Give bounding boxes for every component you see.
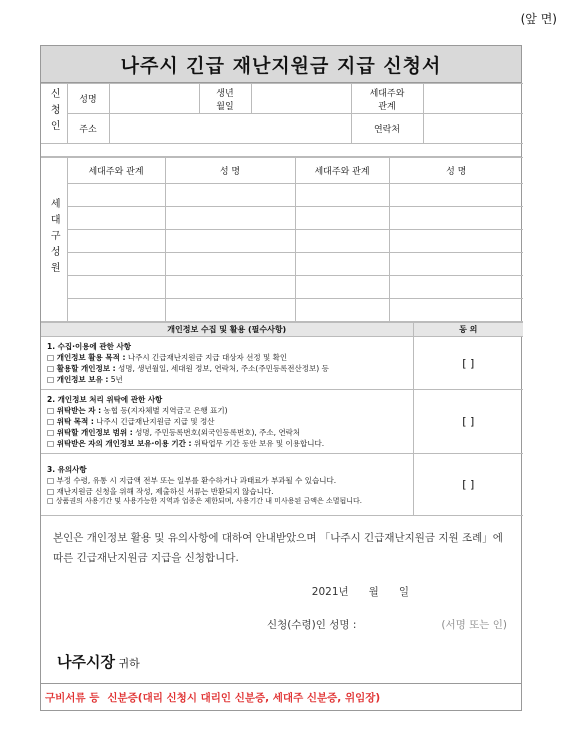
application-date[interactable]: 2021년 월 일 [311,586,409,598]
contact-field[interactable] [423,114,523,144]
household-cell[interactable] [165,253,295,276]
privacy-section-collection: 1. 수집·이용에 관한 사항 □ 개인정보 활용 목적 : 나주시 긴급재난지원금 지급 대상자 선정 및 확인 □ 활용할 개인정보 : 성명, 생년월일, 세대원 정보, 연락처, 주소(주민등록전산정보) 등 □ 개인정보 보유 : 5년 [41,337,413,390]
signature-label: 신청(수령)인 성명 : [267,619,357,631]
signature-placeholder[interactable]: (서명 또는 인) [441,619,507,631]
household-cell[interactable] [67,299,165,322]
declaration-text: 본인은 개인정보 활용 및 유의사항에 대하여 안내받았으며 「나주시 긴급재난지원금 지원 조례」에 따른 긴급재난지원금 지급을 신청합니다. [53,532,503,564]
household-cell[interactable] [165,230,295,253]
privacy-section-notice: 3. 유의사항 □ 부정 수령, 유통 시 지급액 전부 또는 일부를 환수하거나 과태료가 부과될 수 있습니다. □ 재난지원금 신청을 위해 작성, 제출하신 서류는 반환되지 않습니다. □ 상품권의 사용기간 및 사용가능한 지역과 업종은 제한되며, 사용기간 내 미사용된 금액은 소멸됩니다. [41,454,413,516]
applicant-section-label: 신청인 [41,84,67,144]
household-cell[interactable] [389,276,523,299]
name-field[interactable] [109,84,199,114]
consent-checkbox-collection[interactable]: [ ] [413,337,523,390]
household-row [41,276,523,299]
form-title: 나주시 긴급 재난지원금 지급 신청서 [41,46,521,83]
relation-label: 세대주와 관계 [351,84,423,114]
household-cell[interactable] [389,253,523,276]
household-cell[interactable] [67,230,165,253]
household-cell[interactable] [67,207,165,230]
contact-label: 연락처 [351,114,423,144]
household-cell[interactable] [165,184,295,207]
birth-label: 생년 월일 [199,84,251,114]
household-table [41,157,523,322]
required-documents [41,683,521,710]
household-row [41,184,523,207]
application-form [40,45,522,711]
page-side-label: (앞 면) [520,12,557,26]
birth-field[interactable] [251,84,351,114]
household-cell[interactable] [389,207,523,230]
household-header-relation: 세대주와 관계 [295,158,389,184]
consent-checkbox-notice[interactable]: [ ] [413,454,523,516]
name-label: 성명 [67,84,109,114]
household-cell[interactable] [389,184,523,207]
required-documents-text: 신분증(대리 신청시 대리인 신분증, 세대주 신분증, 위임장) [107,691,381,704]
addressee: 나주시장 귀하 [57,653,140,671]
household-cell[interactable] [295,184,389,207]
household-cell[interactable] [295,230,389,253]
household-row [41,230,523,253]
applicant-table [41,83,523,144]
household-cell[interactable] [67,276,165,299]
required-documents-label: 구비서류 등 [45,691,100,704]
consent-header: 동 의 [413,323,523,337]
household-cell[interactable] [165,207,295,230]
household-cell[interactable] [295,207,389,230]
household-header-name: 성 명 [165,158,295,184]
consent-checkbox-delegation[interactable]: [ ] [413,390,523,454]
household-cell[interactable] [389,230,523,253]
privacy-section-delegation: 2. 개인정보 처리 위탁에 관한 사항 □ 위탁받는 자 : 농협 등(지자체별 지역금고 은행 표기) □ 위탁 목적 : 나주시 긴급재난지원금 지급 및 정산 □ 위탁할 개인정보 범위 : 성명, 주민등록번호(외국인등록번호), 주소, 연락처 □ 위탁받은 자의 개인정보 보유·이용 기간 : 위탁업무 기간 동안 보유 및 이용합니다. [41,390,413,454]
address-label: 주소 [67,114,109,144]
household-cell[interactable] [389,299,523,322]
household-section-label: 세대구성원 [41,158,67,322]
household-cell[interactable] [67,184,165,207]
household-cell[interactable] [165,276,295,299]
household-cell[interactable] [165,299,295,322]
household-cell[interactable] [67,253,165,276]
privacy-header: 개인정보 수집 및 활용 (필수사항) [41,323,413,337]
household-cell[interactable] [295,299,389,322]
household-row [41,299,523,322]
household-header-name: 성 명 [389,158,523,184]
household-cell[interactable] [295,253,389,276]
section-spacer [41,144,521,157]
address-field[interactable] [109,114,351,144]
relation-field[interactable] [423,84,523,114]
household-header-relation: 세대주와 관계 [67,158,165,184]
household-row [41,253,523,276]
household-cell[interactable] [295,276,389,299]
privacy-table [41,322,523,516]
household-row [41,207,523,230]
signature-line [41,617,521,633]
